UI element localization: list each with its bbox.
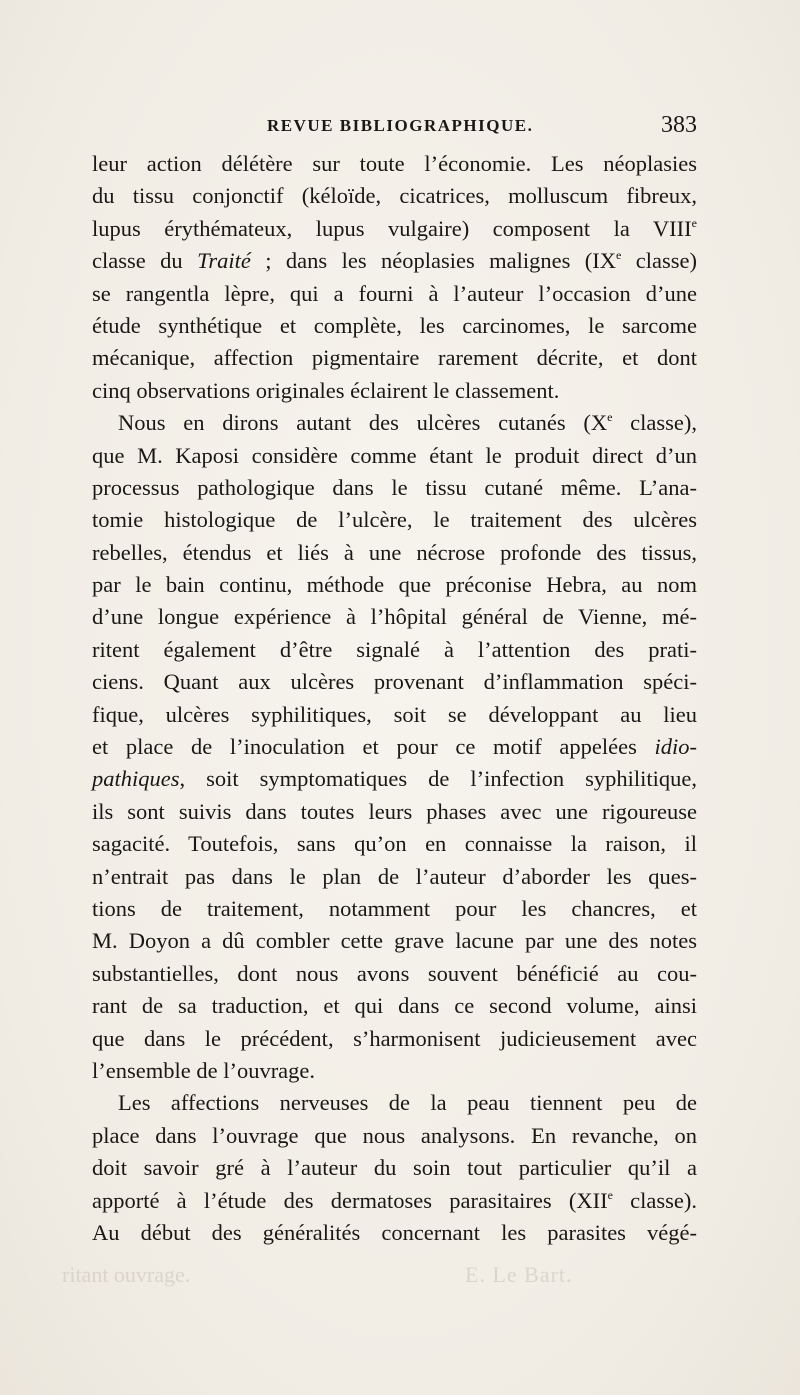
italic-traite: Traité	[197, 248, 251, 274]
text-line-11: processus pathologique dans le tissu cutané même. L’ana-	[92, 474, 697, 500]
text-line-9-text: Nous en dirons autant des ulcères cutanés (X	[118, 410, 608, 436]
text-line-27: rant de sa traduction, et qui dans ce second volume, ainsi	[92, 993, 697, 1019]
text-line-2: du tissu conjonctif (kéloïde, cicatrices, molluscum fibreux,	[92, 183, 697, 209]
text-line-3-text: lupus érythémateux, lupus vulgaire) composent la VIII	[92, 215, 692, 241]
superscript-e: e	[616, 248, 622, 263]
text-line-4	[92, 245, 697, 277]
text-line-13: rebelles, étendus et liés à une nécrose profonde des tissus,	[92, 539, 697, 565]
text-line-18: fique, ulcères syphilitiques, soit se développant au lieu	[92, 701, 697, 727]
text-line-33-text: apporté à l’étude des dermatoses parasitaires (XII	[92, 1187, 608, 1213]
show-through-text-right: E. Le Bart.	[465, 1262, 573, 1287]
text-line-19	[92, 731, 697, 763]
text-line-20-rest: , soit symptomatiques de l’infection syphilitique,	[179, 766, 697, 792]
text-line-1: leur action délétère sur toute l’économie. Les néoplasies	[92, 151, 697, 176]
text-line-15: d’une longue expérience à l’hôpital général de Vienne, mé-	[92, 604, 697, 630]
superscript-e: e	[607, 410, 613, 425]
show-through-text-left: ritant ouvrage.	[62, 1262, 191, 1287]
text-line-28: que dans le précédent, s’harmonisent judicieusement avec	[92, 1025, 697, 1051]
text-line-16: ritent également d’être signalé à l’attention des prati-	[92, 636, 697, 662]
text-line-30: Les affections nerveuses de la peau tiennent peu de	[118, 1090, 697, 1116]
italic-idio: idio-	[654, 734, 697, 760]
text-line-14: par le bain continu, méthode que préconise Hebra, au nom	[92, 572, 697, 598]
text-line-34: Au début des généralités concernant les parasites végé-	[92, 1219, 697, 1245]
text-line-17: ciens. Quant aux ulcères provenant d’inflammation spéci-	[92, 669, 697, 695]
text-line-20	[92, 763, 697, 795]
text-line-22: sagacité. Toutefois, sans qu’on en connaisse la raison, il	[92, 831, 697, 857]
text-line-5: se rangentla lèpre, qui a fourni à l’auteur l’occasion d’une	[92, 280, 697, 306]
body-text	[92, 148, 697, 1249]
text-line-25: M. Doyon a dû combler cette grave lacune par une des notes	[92, 928, 697, 954]
page-number: 383	[661, 112, 697, 138]
text-line-29: l’ensemble de l’ouvrage.	[92, 1057, 316, 1083]
text-line-3	[92, 213, 697, 245]
text-line-9-end: classe),	[612, 410, 697, 436]
text-line-6: étude synthétique et complète, les carcinomes, le sarcome	[92, 312, 697, 338]
text-line-33-end: classe).	[612, 1187, 697, 1213]
text-line-4-rest: ; dans les néoplasies malignes (IX	[250, 248, 617, 274]
running-head	[92, 112, 697, 142]
superscript-e: e	[607, 1187, 613, 1202]
text-line-8: cinq observations originales éclairent le classement.	[92, 377, 560, 403]
running-title: REVUE BIBLIOGRAPHIQUE.	[267, 116, 534, 135]
text-line-12: tomie histologique de l’ulcère, le traitement des ulcères	[92, 507, 697, 533]
text-line-24: tions de traitement, notamment pour les chancres, et	[92, 895, 697, 921]
text-line-21: ils sont suivis dans toutes leurs phases avec une rigoureuse	[92, 798, 697, 824]
text-line-26: substantielles, dont nous avons souvent bénéficié au cou-	[92, 960, 697, 986]
text-line-4-start: classe du	[92, 248, 198, 274]
superscript-e: e	[691, 215, 697, 230]
italic-pathiques: pathiques	[92, 766, 180, 792]
text-line-7: mécanique, affection pigmentaire rarement décrite, et dont	[92, 345, 697, 371]
text-line-19-text: et place de l’inoculation et pour ce motif appelées	[92, 734, 655, 760]
text-line-33	[92, 1185, 697, 1217]
text-line-4-end: classe)	[621, 248, 697, 274]
text-line-9	[92, 407, 697, 439]
text-line-31: place dans l’ouvrage que nous analysons. En revanche, on	[92, 1122, 697, 1148]
text-line-10: que M. Kaposi considère comme étant le produit direct d’un	[92, 442, 697, 468]
text-line-23: n’entrait pas dans le plan de l’auteur d’aborder les ques-	[92, 863, 697, 889]
text-line-32: doit savoir gré à l’auteur du soin tout particulier qu’il a	[92, 1155, 697, 1181]
